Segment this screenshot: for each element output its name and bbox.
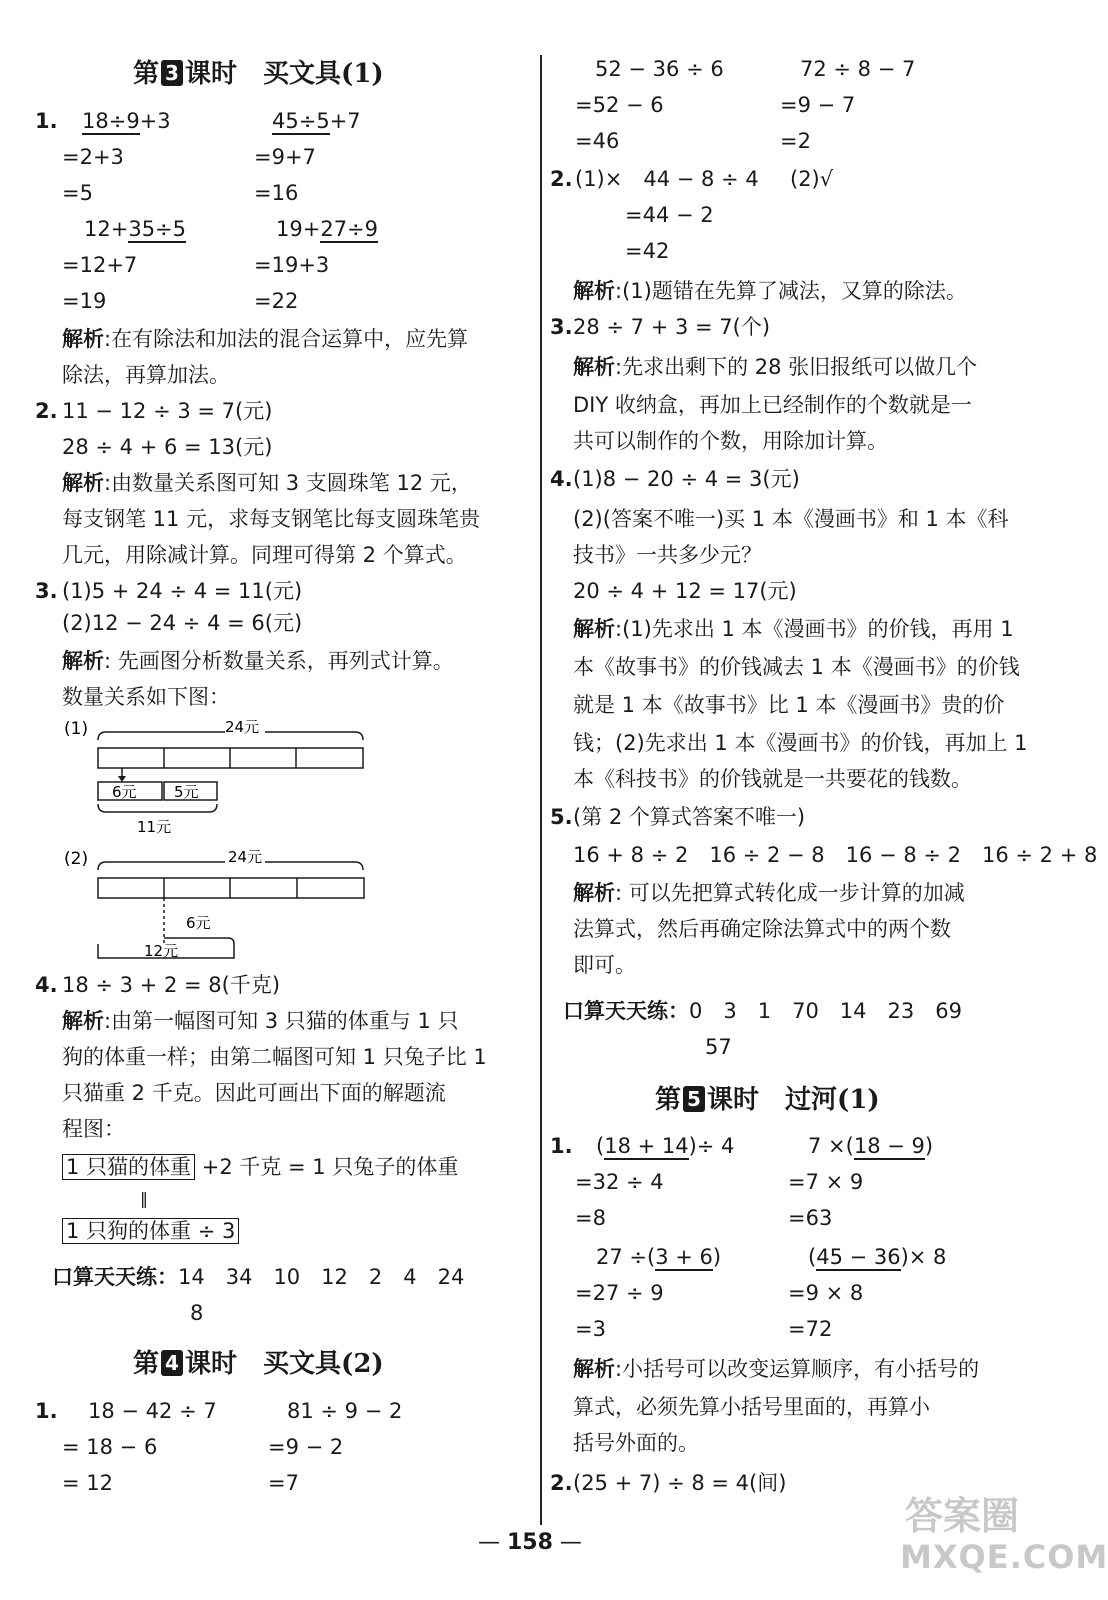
r-q4-line-4: 20 ÷ 4 + 12 = 17(元) xyxy=(573,579,797,603)
q4-number: 4. xyxy=(35,973,58,997)
r-top-expr-b: 72 ÷ 8 − 7 xyxy=(800,57,916,81)
l5-q1-analysis-1: 解析:小括号可以改变运算顺序，有小括号的 xyxy=(573,1357,980,1381)
diagram1-total: 24元 xyxy=(225,718,260,736)
r-q2-analysis: 解析:(1)题错在先算了减法，又算的除法。 xyxy=(573,279,967,303)
q3-line-1: (1)5 + 24 ÷ 4 = 11(元) xyxy=(62,579,303,603)
q4-flow-equal: ‖ xyxy=(140,1189,148,1208)
l5-q1-result-d: =72 xyxy=(788,1317,833,1341)
q3-line-2: (2)12 − 24 ÷ 4 = 6(元) xyxy=(62,611,303,635)
r-top-step-a: =52 − 6 xyxy=(575,93,664,117)
l5-q1-expr-b: 7 ×(18 − 9) xyxy=(808,1134,934,1158)
l4-q1-expr-a: 18 − 42 ÷ 7 xyxy=(88,1399,217,1423)
r-q4-analysis-3: 就是 1 本《故事书》比 1 本《漫画书》贵的价 xyxy=(573,693,1005,717)
lesson5-title: 第 5 课时 过河(1) xyxy=(655,1085,880,1115)
r-q5-number: 5. xyxy=(550,805,573,829)
r-q4-analysis-4: 钱；(2)先求出 1 本《漫画书》的价钱，再加上 1 xyxy=(573,731,1028,755)
l5-q1-expr-a: (18 + 14)÷ 4 xyxy=(596,1134,735,1158)
l5-q1-number: 1. xyxy=(550,1134,573,1158)
l4-q1-result-a: = 12 xyxy=(62,1471,113,1495)
l5-q1-step-c: =27 ÷ 9 xyxy=(575,1281,664,1305)
right-oral-practice-2: 57 xyxy=(705,1035,732,1059)
q1-step-c: =12+7 xyxy=(62,253,138,277)
r-q4-analysis-2: 本《故事书》的价钱减去 1 本《漫画书》的价钱 xyxy=(573,655,1020,679)
diagram1-label: (1) xyxy=(64,719,89,739)
q1-result-b: =16 xyxy=(254,181,299,205)
watermark-logo: 答案圈 xyxy=(905,1494,1020,1538)
diagram1-sum: 11元 xyxy=(137,818,172,836)
q1-analysis-2: 除法，再算加法。 xyxy=(62,363,230,387)
right-oral-practice: 口算天天练：0 3 1 70 14 23 69 xyxy=(563,999,962,1023)
l5-q1-expr-c: 27 ÷(3 + 6) xyxy=(596,1245,722,1269)
l4-q1-step-a: = 18 − 6 xyxy=(62,1435,158,1459)
r-q5-analysis-2: 法算式，然后再确定除法算式中的两个数 xyxy=(573,917,951,941)
q3-analysis-1: 解析: 先画图分析数量关系，再列式计算。 xyxy=(62,649,454,673)
l5-q1-analysis-3: 括号外面的。 xyxy=(573,1431,699,1455)
q4-analysis-1: 解析:由第一幅图可知 3 只猫的体重与 1 只 xyxy=(62,1009,459,1033)
r-top-step-b: =9 − 7 xyxy=(780,93,856,117)
q4-line-1: 18 ÷ 3 + 2 = 8(千克) xyxy=(62,973,281,997)
r-q5-line-1: (第 2 个算式答案不唯一) xyxy=(573,805,806,829)
r-q3-analysis-3: 共可以制作的个数，用除加计算。 xyxy=(573,429,888,453)
l5-q1-expr-d: (45 − 36)× 8 xyxy=(808,1245,947,1269)
l4-q1-expr-b: 81 ÷ 9 − 2 xyxy=(287,1399,403,1423)
q1-result-d: =22 xyxy=(254,289,299,313)
q1-expr-b: 45÷5+7 xyxy=(272,109,361,133)
r-q3-line-1: 28 ÷ 7 + 3 = 7(个) xyxy=(573,315,771,339)
q1-result-c: =19 xyxy=(62,289,107,313)
column-divider xyxy=(540,55,542,1525)
r-q4-number: 4. xyxy=(550,467,573,491)
l5-q1-step-d: =9 × 8 xyxy=(788,1281,864,1305)
r-q4-line-3: 技书》一共多少元？ xyxy=(573,543,762,567)
l5-q2-line-1: (25 + 7) ÷ 8 = 4(间) xyxy=(573,1471,787,1495)
r-q2-line-1b: (2)√ xyxy=(790,167,834,191)
r-q4-analysis-1: 解析:(1)先求出 1 本《漫画书》的价钱，再用 1 xyxy=(573,617,1014,641)
diagram1-part-a: 6元 xyxy=(112,783,137,801)
l5-q1-step-a: =32 ÷ 4 xyxy=(575,1170,664,1194)
q1-step-d: =19+3 xyxy=(254,253,330,277)
l5-q1-result-c: =3 xyxy=(575,1317,606,1341)
q4-analysis-3: 只猫重 2 千克。因此可画出下面的解题流 xyxy=(62,1081,446,1105)
l5-q1-result-a: =8 xyxy=(575,1206,606,1230)
r-q4-analysis-5: 本《科技书》的价钱就是一共要花的钱数。 xyxy=(573,767,972,791)
q1-expr-d: 19+27÷9 xyxy=(276,217,379,241)
q1-expr-a: 18÷9+3 xyxy=(82,109,171,133)
r-top-result-b: =2 xyxy=(780,129,811,153)
r-q5-line-2: 16 + 8 ÷ 2 16 ÷ 2 − 8 16 − 8 ÷ 2 16 ÷ 2 + 8 xyxy=(573,843,1098,867)
r-q2-step: =44 − 2 xyxy=(625,203,714,227)
q2-line-1: 11 − 12 ÷ 3 = 7(元) xyxy=(62,399,273,423)
watermark-site: MXQE.COM xyxy=(900,1538,1108,1576)
r-q3-number: 3. xyxy=(550,315,573,339)
diagram2-total: 24元 xyxy=(228,848,263,866)
r-top-result-a: =46 xyxy=(575,129,620,153)
q3-analysis-2: 数量关系如下图： xyxy=(62,685,230,709)
q4-analysis-2: 狗的体重一样；由第二幅图可知 1 只兔子比 1 xyxy=(62,1045,487,1069)
lesson4-title: 第 4 课时 买文具(2) xyxy=(133,1349,384,1379)
r-q4-line-2: (2)(答案不唯一)买 1 本《漫画书》和 1 本《科 xyxy=(573,507,1009,531)
q4-analysis-4: 程图： xyxy=(62,1117,125,1141)
r-q5-analysis-1: 解析: 可以先把算式转化成一步计算的加减 xyxy=(573,881,965,905)
r-q2-line-1: (1)× 44 − 8 ÷ 4 xyxy=(575,167,759,191)
lesson3-title: 第 3 课时 买文具(1) xyxy=(133,59,384,89)
left-oral-practice-2: 8 xyxy=(190,1301,204,1325)
r-q2-result: =42 xyxy=(625,239,670,263)
l5-q1-step-b: =7 × 9 xyxy=(788,1170,864,1194)
l4-q1-result-b: =7 xyxy=(268,1471,299,1495)
q4-flow-2: 1 只狗的体重 ÷ 3 xyxy=(62,1218,239,1244)
q1-analysis-1: 解析:在有除法和加法的混合运算中，应先算 xyxy=(62,327,469,351)
r-q2-number: 2. xyxy=(550,167,573,191)
r-q5-analysis-3: 即可。 xyxy=(573,953,636,977)
l4-q1-step-b: =9 − 2 xyxy=(268,1435,344,1459)
r-q4-line-1: (1)8 − 20 ÷ 4 = 3(元) xyxy=(573,467,800,491)
l5-q1-result-b: =63 xyxy=(788,1206,833,1230)
q2-line-2: 28 ÷ 4 + 6 = 13(元) xyxy=(62,435,273,459)
l5-q1-analysis-2: 算式，必须先算小括号里面的，再算小 xyxy=(573,1395,930,1419)
diagram2-label: (2) xyxy=(64,849,89,869)
l5-q2-number: 2. xyxy=(550,1471,573,1495)
q3-number: 3. xyxy=(35,579,58,603)
q1-result-a: =5 xyxy=(62,181,93,205)
q2-analysis-3: 几元，用除减计算。同理可得第 2 个算式。 xyxy=(62,543,467,567)
q1-step-b: =9+7 xyxy=(254,145,316,169)
diagram2-part-b: 12元 xyxy=(144,942,179,960)
l4-q1-number: 1. xyxy=(35,1399,58,1423)
q2-number: 2. xyxy=(35,399,58,423)
q1-step-a: =2+3 xyxy=(62,145,124,169)
q1-expr-c: 12+35÷5 xyxy=(84,217,187,241)
r-q3-analysis-2: DIY 收纳盒，再加上已经制作的个数就是一 xyxy=(573,393,972,417)
diagram2-part-a: 6元 xyxy=(186,914,211,932)
q2-analysis-2: 每支钢笔 11 元，求每支钢笔比每支圆珠笔贵 xyxy=(62,507,481,531)
q1-number: 1. xyxy=(35,109,58,133)
left-oral-practice: 口算天天练：14 34 10 12 2 4 24 xyxy=(52,1265,465,1289)
r-top-expr-a: 52 − 36 ÷ 6 xyxy=(595,57,724,81)
page-number: — 158 — xyxy=(478,1530,582,1555)
q2-analysis-1: 解析:由数量关系图可知 3 支圆珠笔 12 元， xyxy=(62,471,472,495)
diagram1-part-b: 5元 xyxy=(174,783,199,801)
r-q3-analysis-1: 解析:先求出剩下的 28 张旧报纸可以做几个 xyxy=(573,355,978,379)
q3-relation-diagrams xyxy=(60,712,380,972)
q4-flow-1: 1 只猫的体重 +2 千克 = 1 只兔子的体重 xyxy=(62,1154,458,1180)
